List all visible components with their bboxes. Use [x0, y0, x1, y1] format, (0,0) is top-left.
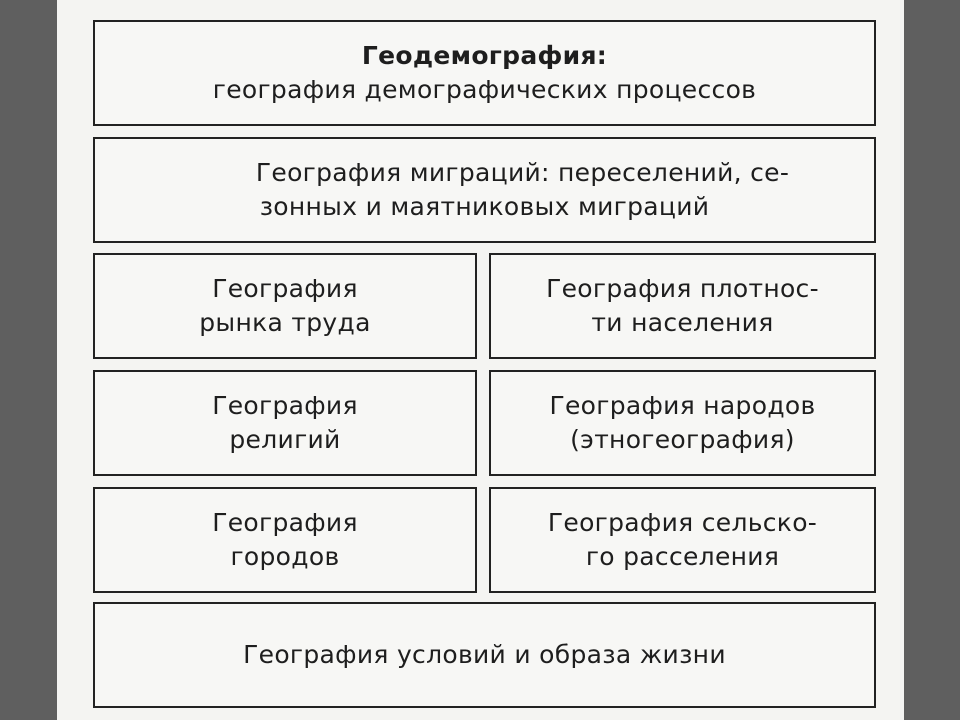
box-rural [489, 487, 876, 593]
box-migrations-line1: География миграций: переселений, се- [255, 158, 790, 187]
box-religions-line1: География [212, 391, 358, 420]
box-labor-market-line1: География [212, 274, 358, 303]
box-peoples-line1: География народов [549, 391, 816, 420]
box-geodemography [93, 20, 876, 126]
slide-page [57, 0, 904, 720]
box-density-line1: География плотнос- [546, 274, 819, 303]
box-labor-market [93, 253, 477, 359]
box-geodemography-subtitle: география демографических процессов [212, 75, 757, 104]
box-geodemography-title: Геодемография: [361, 41, 608, 70]
box-migrations-line2: зонных и маятниковых миграций [259, 192, 710, 221]
box-religions-line2: религий [229, 425, 341, 454]
box-cities [93, 487, 477, 593]
box-migrations [93, 137, 876, 243]
box-living-conditions-line1: География условий и образа жизни [243, 640, 726, 669]
box-labor-market-line2: рынка труда [199, 308, 371, 337]
box-cities-line1: География [212, 508, 358, 537]
box-peoples-line2: (этногеография) [570, 425, 795, 454]
box-peoples [489, 370, 876, 476]
box-density-line2: ти населения [591, 308, 774, 337]
box-living-conditions [93, 602, 876, 708]
box-rural-line1: География сельско- [547, 508, 818, 537]
box-density [489, 253, 876, 359]
box-religions [93, 370, 477, 476]
box-rural-line2: го расселения [585, 542, 780, 571]
box-cities-line2: городов [230, 542, 340, 571]
